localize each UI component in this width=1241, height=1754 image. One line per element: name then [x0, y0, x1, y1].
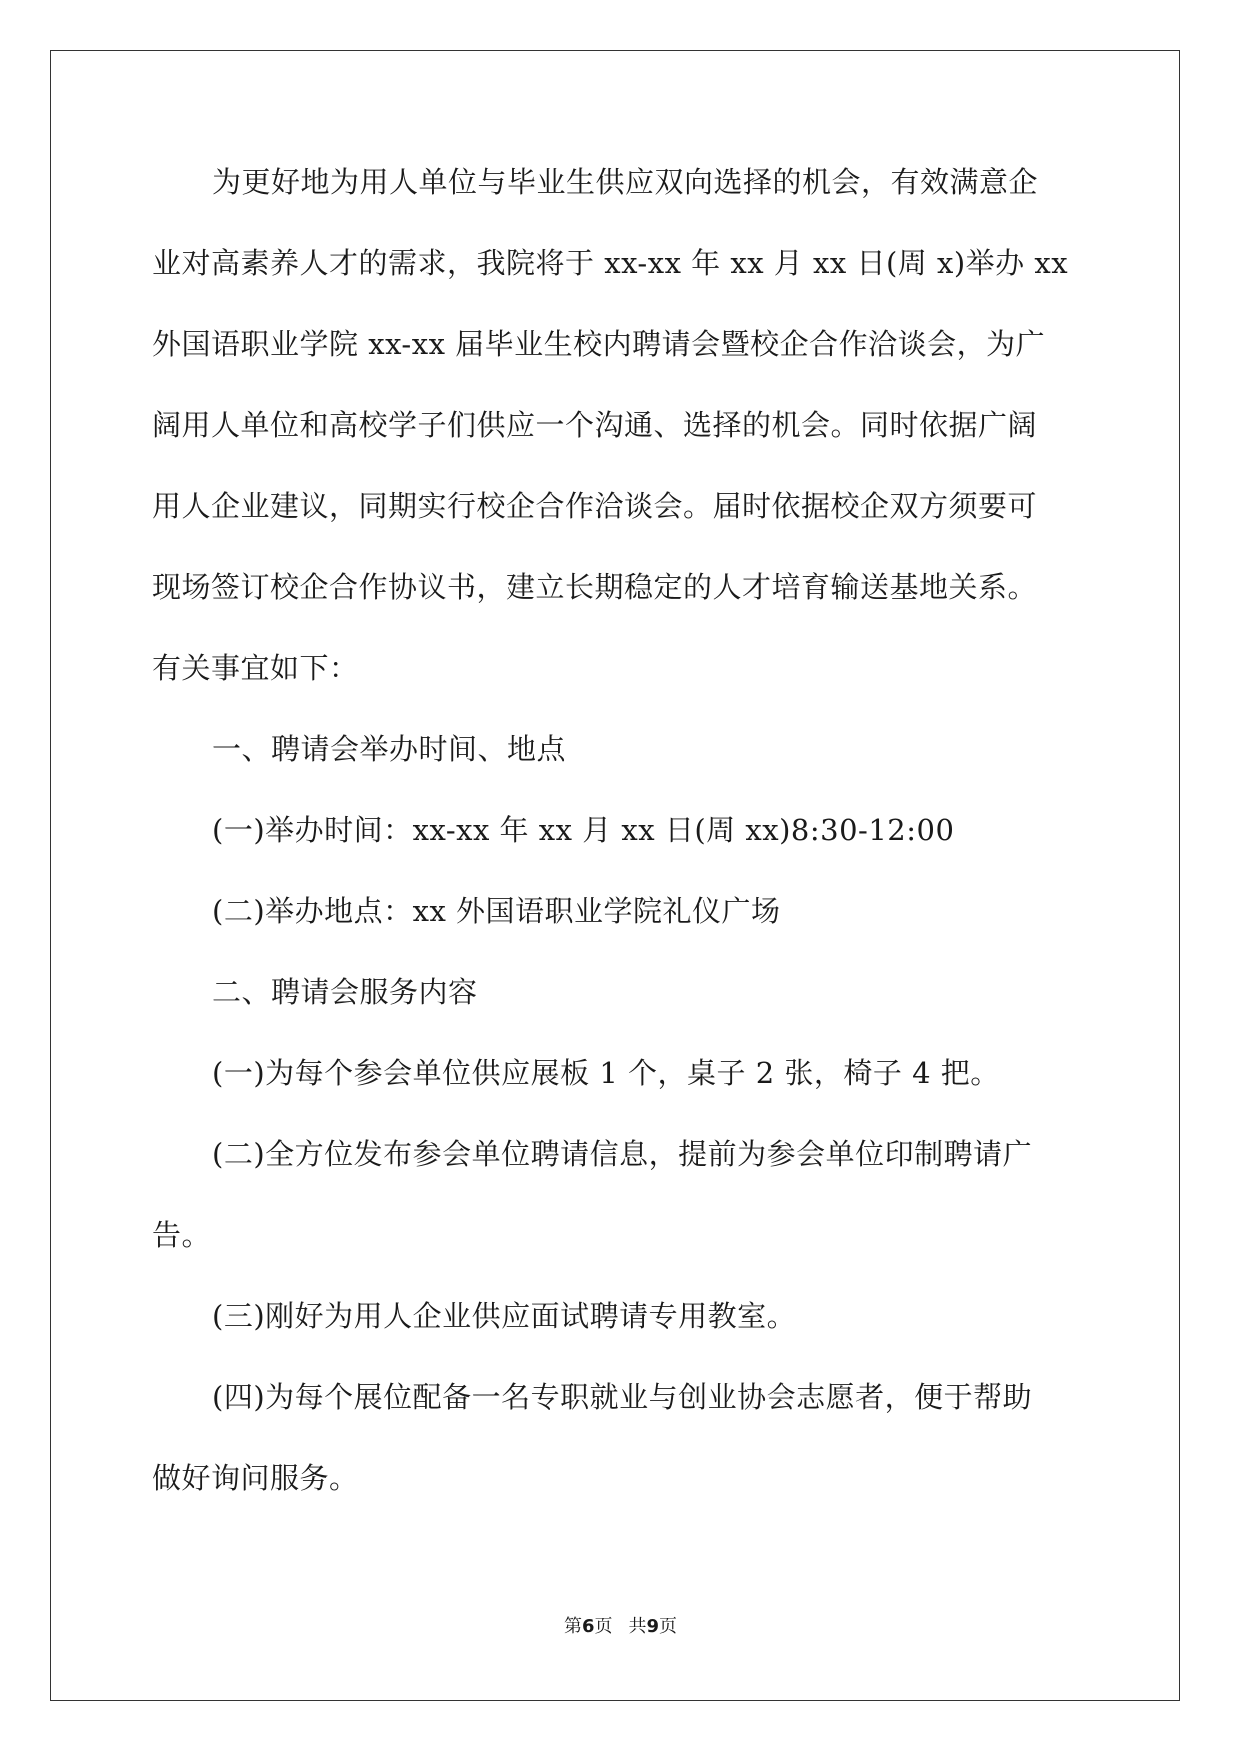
list-item: (四)为每个展位配备一名专职就业与创业协会志愿者，便于帮助 [212, 1380, 1033, 1414]
section-heading: 二、聘请会服务内容 [212, 975, 478, 1009]
list-item-continuation: 告。 [152, 1218, 212, 1252]
paragraph-line: 外国语职业学院 xx-xx 届毕业生校内聘请会暨校企合作洽谈会，为广 [152, 327, 1046, 361]
list-item: (三)刚好为用人企业供应面试聘请专用教室。 [212, 1299, 797, 1333]
page-footer [0, 1612, 1241, 1638]
paragraph-line: 有关事宜如下： [152, 651, 359, 685]
list-item: (二)全方位发布参会单位聘请信息，提前为参会单位印制聘请广 [212, 1137, 1033, 1171]
current-page-number: 6 [581, 1616, 595, 1637]
paragraph-line: 阔用人单位和高校学子们供应一个沟通、选择的机会。同时依据广阔 [152, 408, 1038, 442]
footer-total-prefix: 共 [628, 1616, 647, 1637]
footer-total-suffix: 页 [659, 1616, 678, 1637]
list-item-continuation: 做好询问服务。 [152, 1461, 359, 1495]
document-body [152, 158, 1087, 1535]
paragraph-line: 业对高素养人才的需求，我院将于 xx-xx 年 xx 月 xx 日(周 x)举办 xx [152, 246, 1069, 280]
paragraph-line: 用人企业建议，同期实行校企合作洽谈会。届时依据校企双方须要可 [152, 489, 1038, 523]
section-heading: 一、聘请会举办时间、地点 [212, 732, 567, 766]
paragraph-line: 现场签订校企合作协议书，建立长期稳定的人才培育输送基地关系。 [152, 570, 1038, 604]
total-page-number: 9 [646, 1616, 660, 1637]
footer-prefix: 第 [563, 1616, 582, 1637]
paragraph-line: 为更好地为用人单位与毕业生供应双向选择的机会，有效满意企 [212, 165, 1039, 199]
list-item: (二)举办地点：xx 外国语职业学院礼仪广场 [212, 894, 781, 928]
list-item: (一)为每个参会单位供应展板 1 个，桌子 2 张，椅子 4 把。 [212, 1056, 1000, 1090]
list-item: (一)举办时间：xx-xx 年 xx 月 xx 日(周 xx)8:30-12:00 [212, 813, 955, 847]
footer-page-suffix: 页 [594, 1616, 613, 1637]
